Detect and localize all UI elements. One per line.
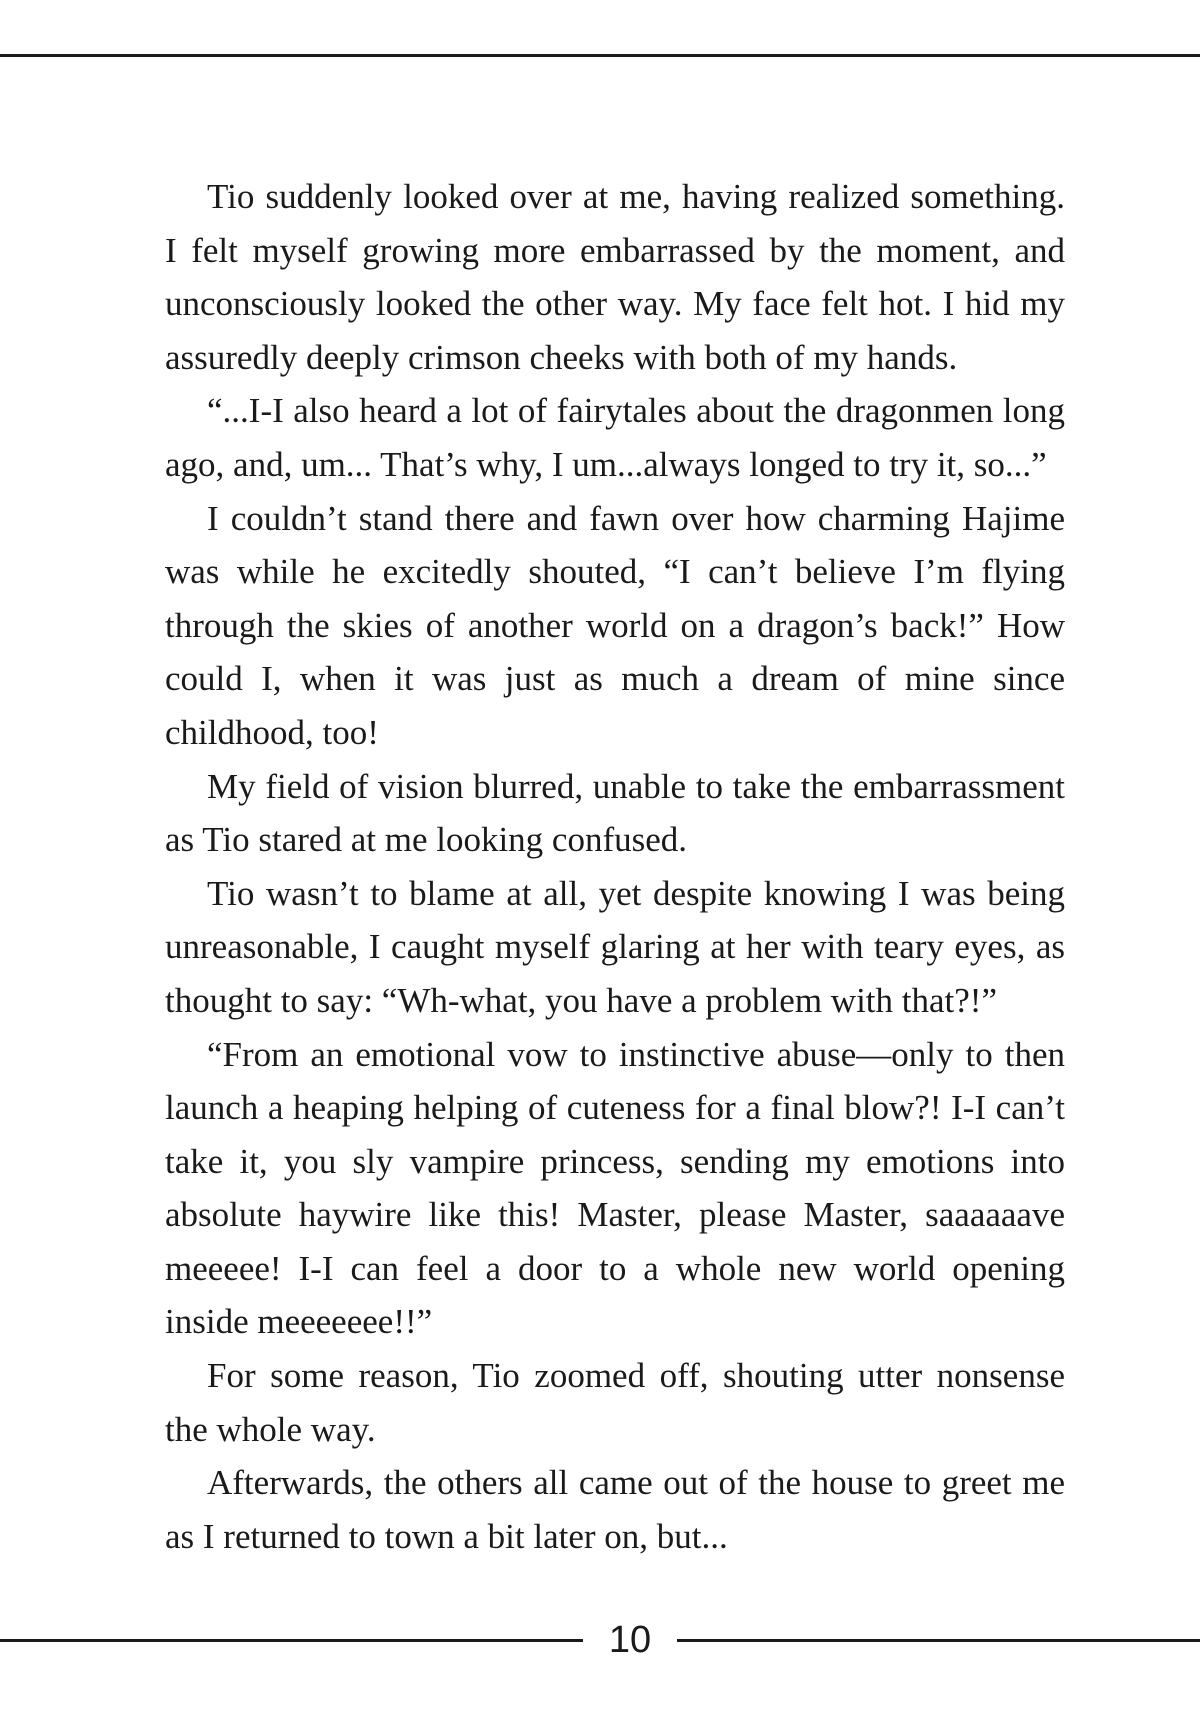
footer-rule-right [677,1639,1200,1642]
paragraph: I couldn’t stand there and fawn over how charming Hajime was while he excitedly shouted, “I can’t believe I’m flying through the skies of another world on a dragon’s back!” How could I, when it was just as much a dream of mine since childhood, too! [165,498,1065,752]
footer-rule-left [0,1639,583,1642]
page-body [165,170,1065,1563]
paragraph: “From an emotional vow to instinctive abuse—only to then launch a heaping helping of cuteness for a final blow?! I-I can’t take it, you sly vampire princess, sending my emotions into absolute haywire like this! Master, please Master, saaaaaave meeeee! I-I can feel a door to a whole new world opening inside meeeeeee!!” [165,1034,1065,1342]
paragraph: My field of vision blurred, unable to take the embarrassment as Tio stared at me looking confused. [165,766,1065,860]
paragraph: For some reason, Tio zoomed off, shouting utter nonsense the whole way. [165,1356,1065,1449]
page-footer [0,1615,1200,1665]
page-number: 10 [608,1619,652,1661]
paragraph: “...I-I also heard a lot of fairytales about the dragonmen long ago, and, um... That’s why, I um...always longed to try it, so...” [165,391,1065,484]
paragraph: Tio suddenly looked over at me, having realized something. I felt myself growing more embarrassed by the moment, and unconsciously looked the other way. My face felt hot. I hid my assuredly deeply crimson cheeks with both of my hands. [165,177,1065,377]
header-rule [0,54,1200,57]
paragraph: Afterwards, the others all came out of the house to greet me as I returned to town a bit later on, but... [165,1463,1065,1556]
paragraph: Tio wasn’t to blame at all, yet despite knowing I was being unreasonable, I caught myself glaring at her with teary eyes, as thought to say: “Wh-what, you have a problem with that?!” [165,873,1065,1020]
